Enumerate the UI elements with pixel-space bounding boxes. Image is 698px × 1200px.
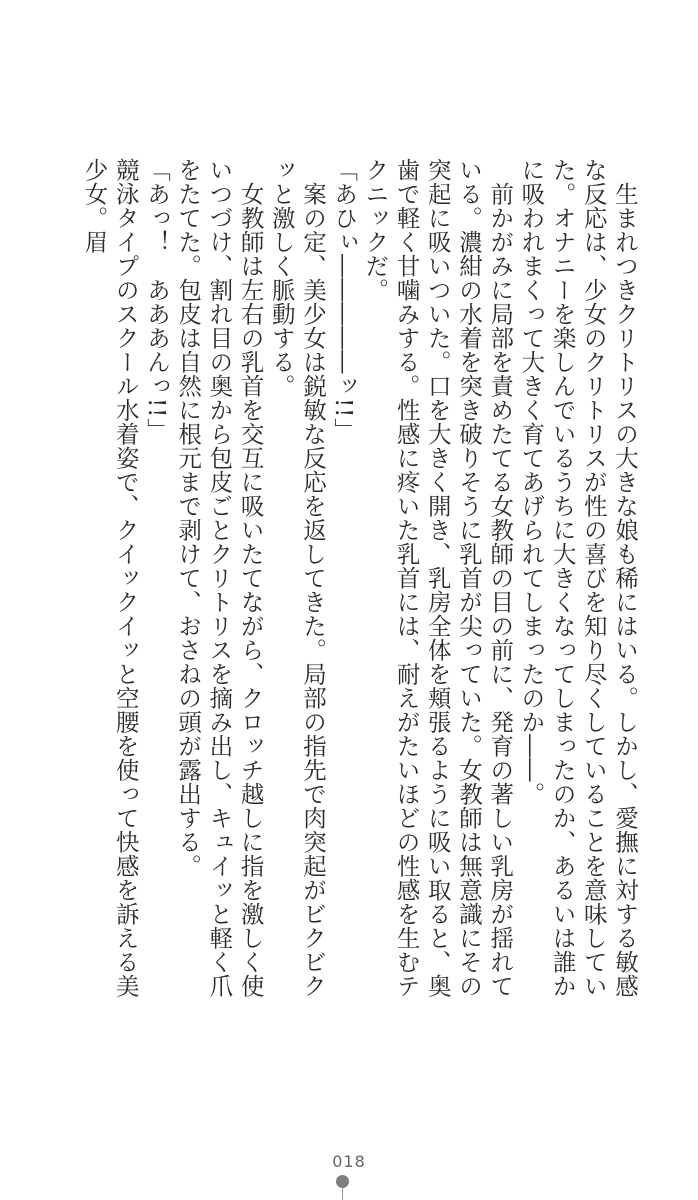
paragraph-1: 生まれつきクリトリスの大きな娘も稀にはいる。しかし、愛撫に対する敏感な反応は、少女のクリトリスが性の喜びを知り尽くしていることを意味していた。オナニーを楽しんでいるうちに大きくなってしまったのか、あるいは誰かに吸われまくって大きく育てあげられてしまったのか――。	[517, 158, 639, 998]
paragraph-3: 案の定、美少女は鋭敏な反応を返してきた。局部の指先で肉突起がビクビクッと激しく脈動する。	[267, 158, 327, 998]
vertical-text-body	[50, 158, 640, 1018]
dialogue-line-2: 「あっ！ あああんっ!!」	[142, 158, 171, 442]
page-marker-dot-icon	[336, 1175, 349, 1188]
page-marker-line	[342, 1188, 343, 1200]
page-number: 018	[332, 1152, 366, 1171]
dialogue-line-1: 「あひぃ―――――ッ!!」	[330, 158, 359, 442]
paragraph-5: 競泳タイプのスクール水着姿で、クイックイッと空腰を使って快感を訴える美少女。眉	[80, 158, 140, 998]
paragraph-2: 前かがみに局部を責めたてる女教師の目の前に、発育の著しい乳房が揺れている。濃紺の水着を突き破りそうに乳首が尖っていた。女教師は無意識にその突起に吸いついた。口を大きく開き、乳房全体を頬張るように吸い取ると、奥歯で軽く甘噛みする。性感に疼いた乳首には、耐えがたいほどの性感を生むテクニックだ。	[361, 158, 515, 998]
paragraph-4: 女教師は左右の乳首を交互に吸いたてながら、クロッチ越しに指を激しく使いつづけ、割れ目の奥から包皮ごとクリトリスを摘み出し、キュイッと軽く爪をたてた。包皮は自然に根元まで剥けて、おさねの頭が露出する。	[174, 158, 265, 998]
